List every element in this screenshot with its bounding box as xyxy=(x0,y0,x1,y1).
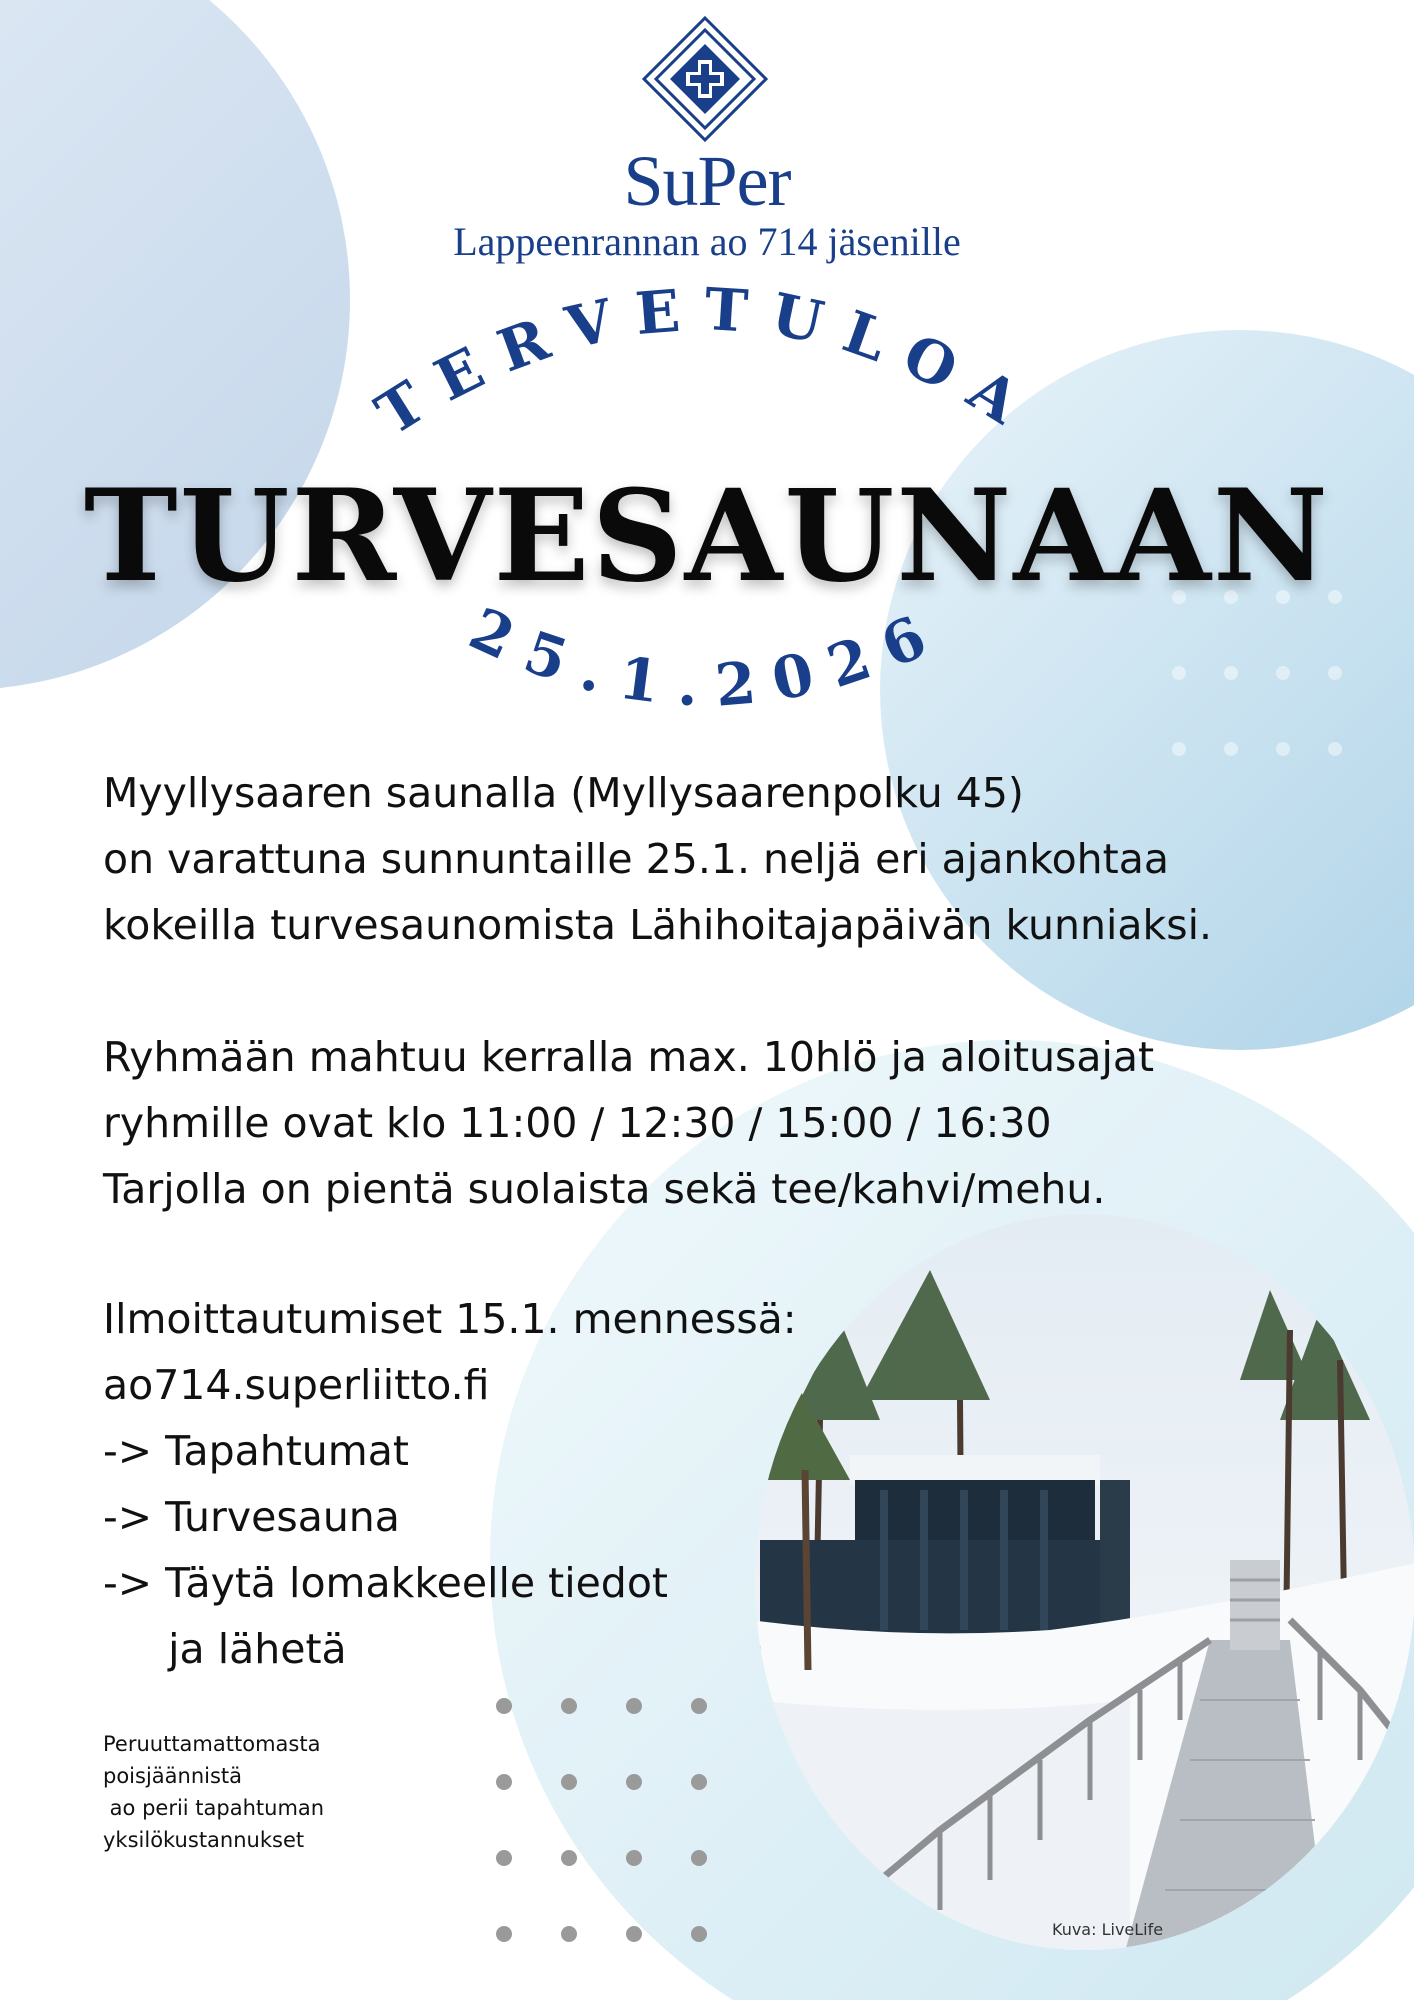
registration-step: -> Turvesauna xyxy=(103,1493,400,1541)
paragraph-line: kokeilla turvesaunomista Lähihoitajapäivän kunniaksi. xyxy=(103,901,1213,949)
welcome-arc-text: TERVETULOA xyxy=(364,274,1050,449)
date-arc-text: 25.1.2026 xyxy=(459,594,955,720)
registration-url[interactable]: ao714.superliitto.fi xyxy=(103,1361,490,1409)
notice-line: ao perii tapahtuman xyxy=(103,1796,325,1820)
paragraph-location xyxy=(103,760,1323,958)
paragraph-line: on varattuna sunnuntaille 25.1. neljä eri ajankohtaa xyxy=(103,835,1169,883)
registration-step: ja lähetä xyxy=(103,1625,347,1673)
notice-line: yksilökustannukset xyxy=(103,1828,305,1852)
registration-info xyxy=(103,1286,1323,1682)
paragraph-line: Myyllysaaren saunalla (Myllysaarenpolku 45) xyxy=(103,769,1024,817)
notice-line: Peruuttamattomasta xyxy=(103,1732,321,1756)
paragraph-line: Tarjolla on pientä suolaista sekä tee/kahvi/mehu. xyxy=(103,1165,1106,1213)
notice-line: poisjäännistä xyxy=(103,1764,243,1788)
paragraph-line: ryhmille ovat klo 11:00 / 12:30 / 15:00 / 16:30 xyxy=(103,1099,1052,1147)
brand-name: SuPer xyxy=(623,141,791,221)
registration-step: -> Täytä lomakkeelle tiedot xyxy=(103,1559,668,1607)
photo-credit: Kuva: LiveLife xyxy=(1052,1920,1164,1939)
registration-line: Ilmoittautumiset 15.1. mennessä: xyxy=(103,1295,797,1343)
paragraph-groups xyxy=(103,1024,1323,1222)
subtitle: Lappeenrannan ao 714 jäsenille xyxy=(453,219,961,264)
registration-step: -> Tapahtumat xyxy=(103,1427,409,1475)
paragraph-line: Ryhmään mahtuu kerralla max. 10hlö ja aloitusajat xyxy=(103,1033,1155,1081)
headline: TURVESAUNAAN xyxy=(83,462,1331,610)
cancellation-notice xyxy=(103,1728,363,1856)
